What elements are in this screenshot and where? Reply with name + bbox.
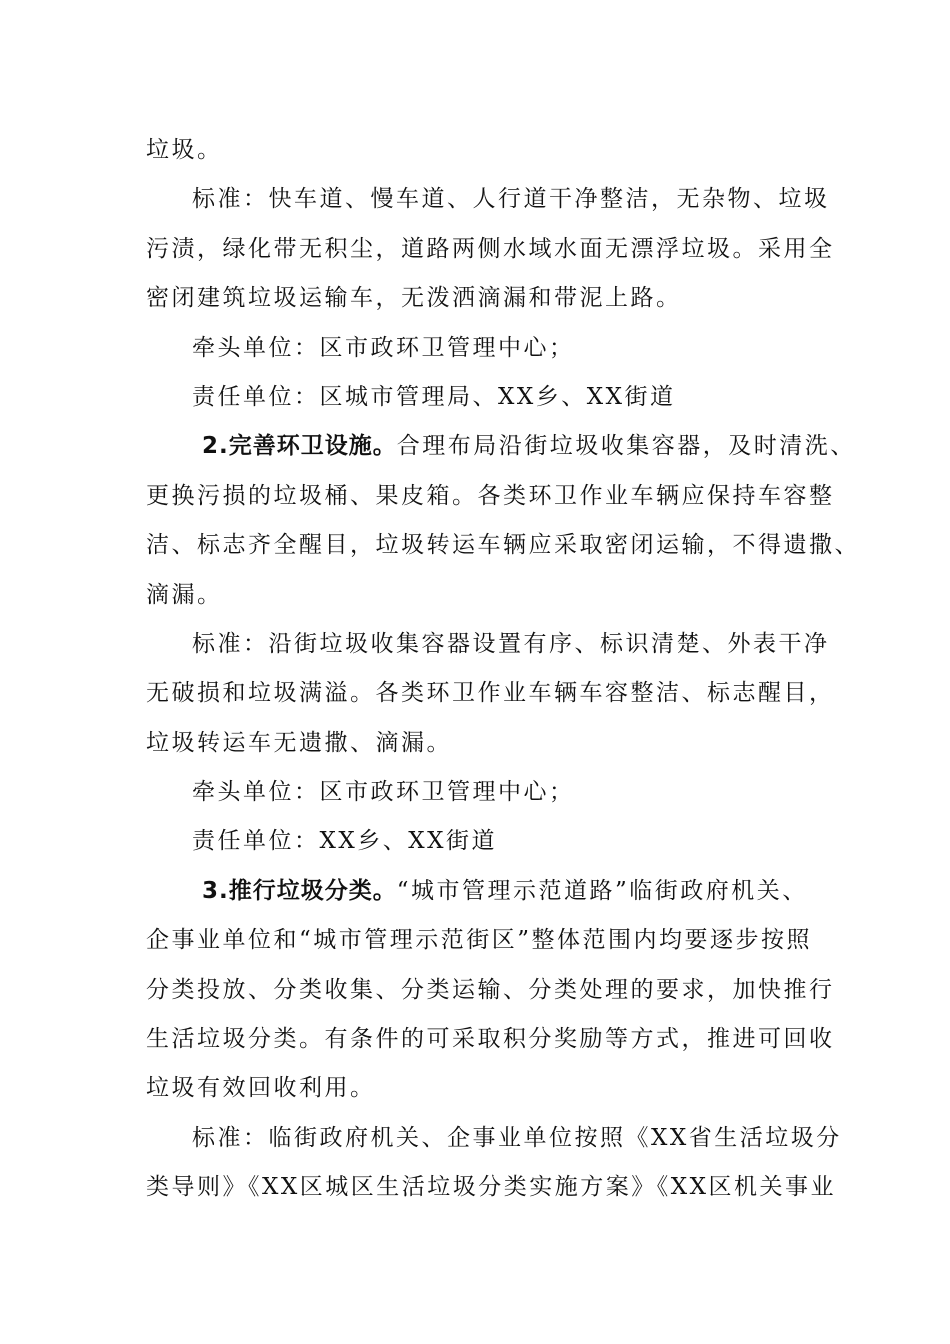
text-line: 标准：沿街垃圾收集容器设置有序、标识清楚、外表干净 — [192, 630, 830, 657]
text-run: “城市管理示范道路”临街政府机关、 — [396, 877, 808, 904]
text-line: 更换污损的垃圾桶、果皮箱。各类环卫作业车辆应保持车容整 — [146, 482, 835, 509]
section-heading-3: 3.推行垃圾分类。 — [202, 877, 397, 904]
document-body — [146, 126, 860, 1213]
text-line: 标准：快车道、慢车道、人行道干净整洁，无杂物、垃圾 — [192, 186, 830, 213]
section-paragraph-2 — [146, 422, 856, 471]
section-paragraph-3 — [146, 867, 826, 916]
text-line: 垃圾。 — [146, 137, 223, 163]
text-line: 企事业单位和“城市管理示范街区”整体范围内均要逐步按照 — [146, 927, 813, 954]
text-line: 密闭建筑垃圾运输车，无泼洒滴漏和带泥上路。 — [146, 285, 682, 312]
text-line: 分类投放、分类收集、分类运输、分类处理的要求，加快推行 — [146, 976, 835, 1003]
text-line: 无破损和垃圾满溢。各类环卫作业车辆车容整洁、标志醒目， — [146, 680, 835, 707]
text-line: 牵头单位：区市政环卫管理中心； — [192, 779, 575, 806]
text-line: 类导则》《XX区城区生活垃圾分类实施方案》《XX区机关事业 — [146, 1174, 836, 1201]
text-line: 污渍，绿化带无积尘，道路两侧水域水面无漂浮垃圾。采用全 — [146, 235, 835, 262]
section-heading-2: 2.完善环卫设施。 — [202, 433, 397, 460]
text-line: 责任单位：区城市管理局、XX乡、XX街道 — [192, 383, 676, 410]
text-line: 牵头单位：区市政环卫管理中心； — [192, 334, 575, 361]
text-line: 标准：临街政府机关、企事业单位按照《XX省生活垃圾分 — [192, 1124, 842, 1151]
text-line: 生活垃圾分类。有条件的可采取积分奖励等方式，推进可回收 — [146, 1026, 835, 1053]
text-line: 垃圾转运车无遗撒、滴漏。 — [146, 729, 452, 756]
text-line: 洁、标志齐全醒目，垃圾转运车辆应采取密闭运输，不得遗撒、 — [146, 532, 860, 559]
text-line: 垃圾有效回收利用。 — [146, 1075, 376, 1102]
text-line: 滴漏。 — [146, 581, 223, 608]
text-run: 合理布局沿街垃圾收集容器，及时清洗、 — [396, 433, 856, 460]
text-line: 责任单位：XX乡、XX街道 — [192, 828, 497, 855]
